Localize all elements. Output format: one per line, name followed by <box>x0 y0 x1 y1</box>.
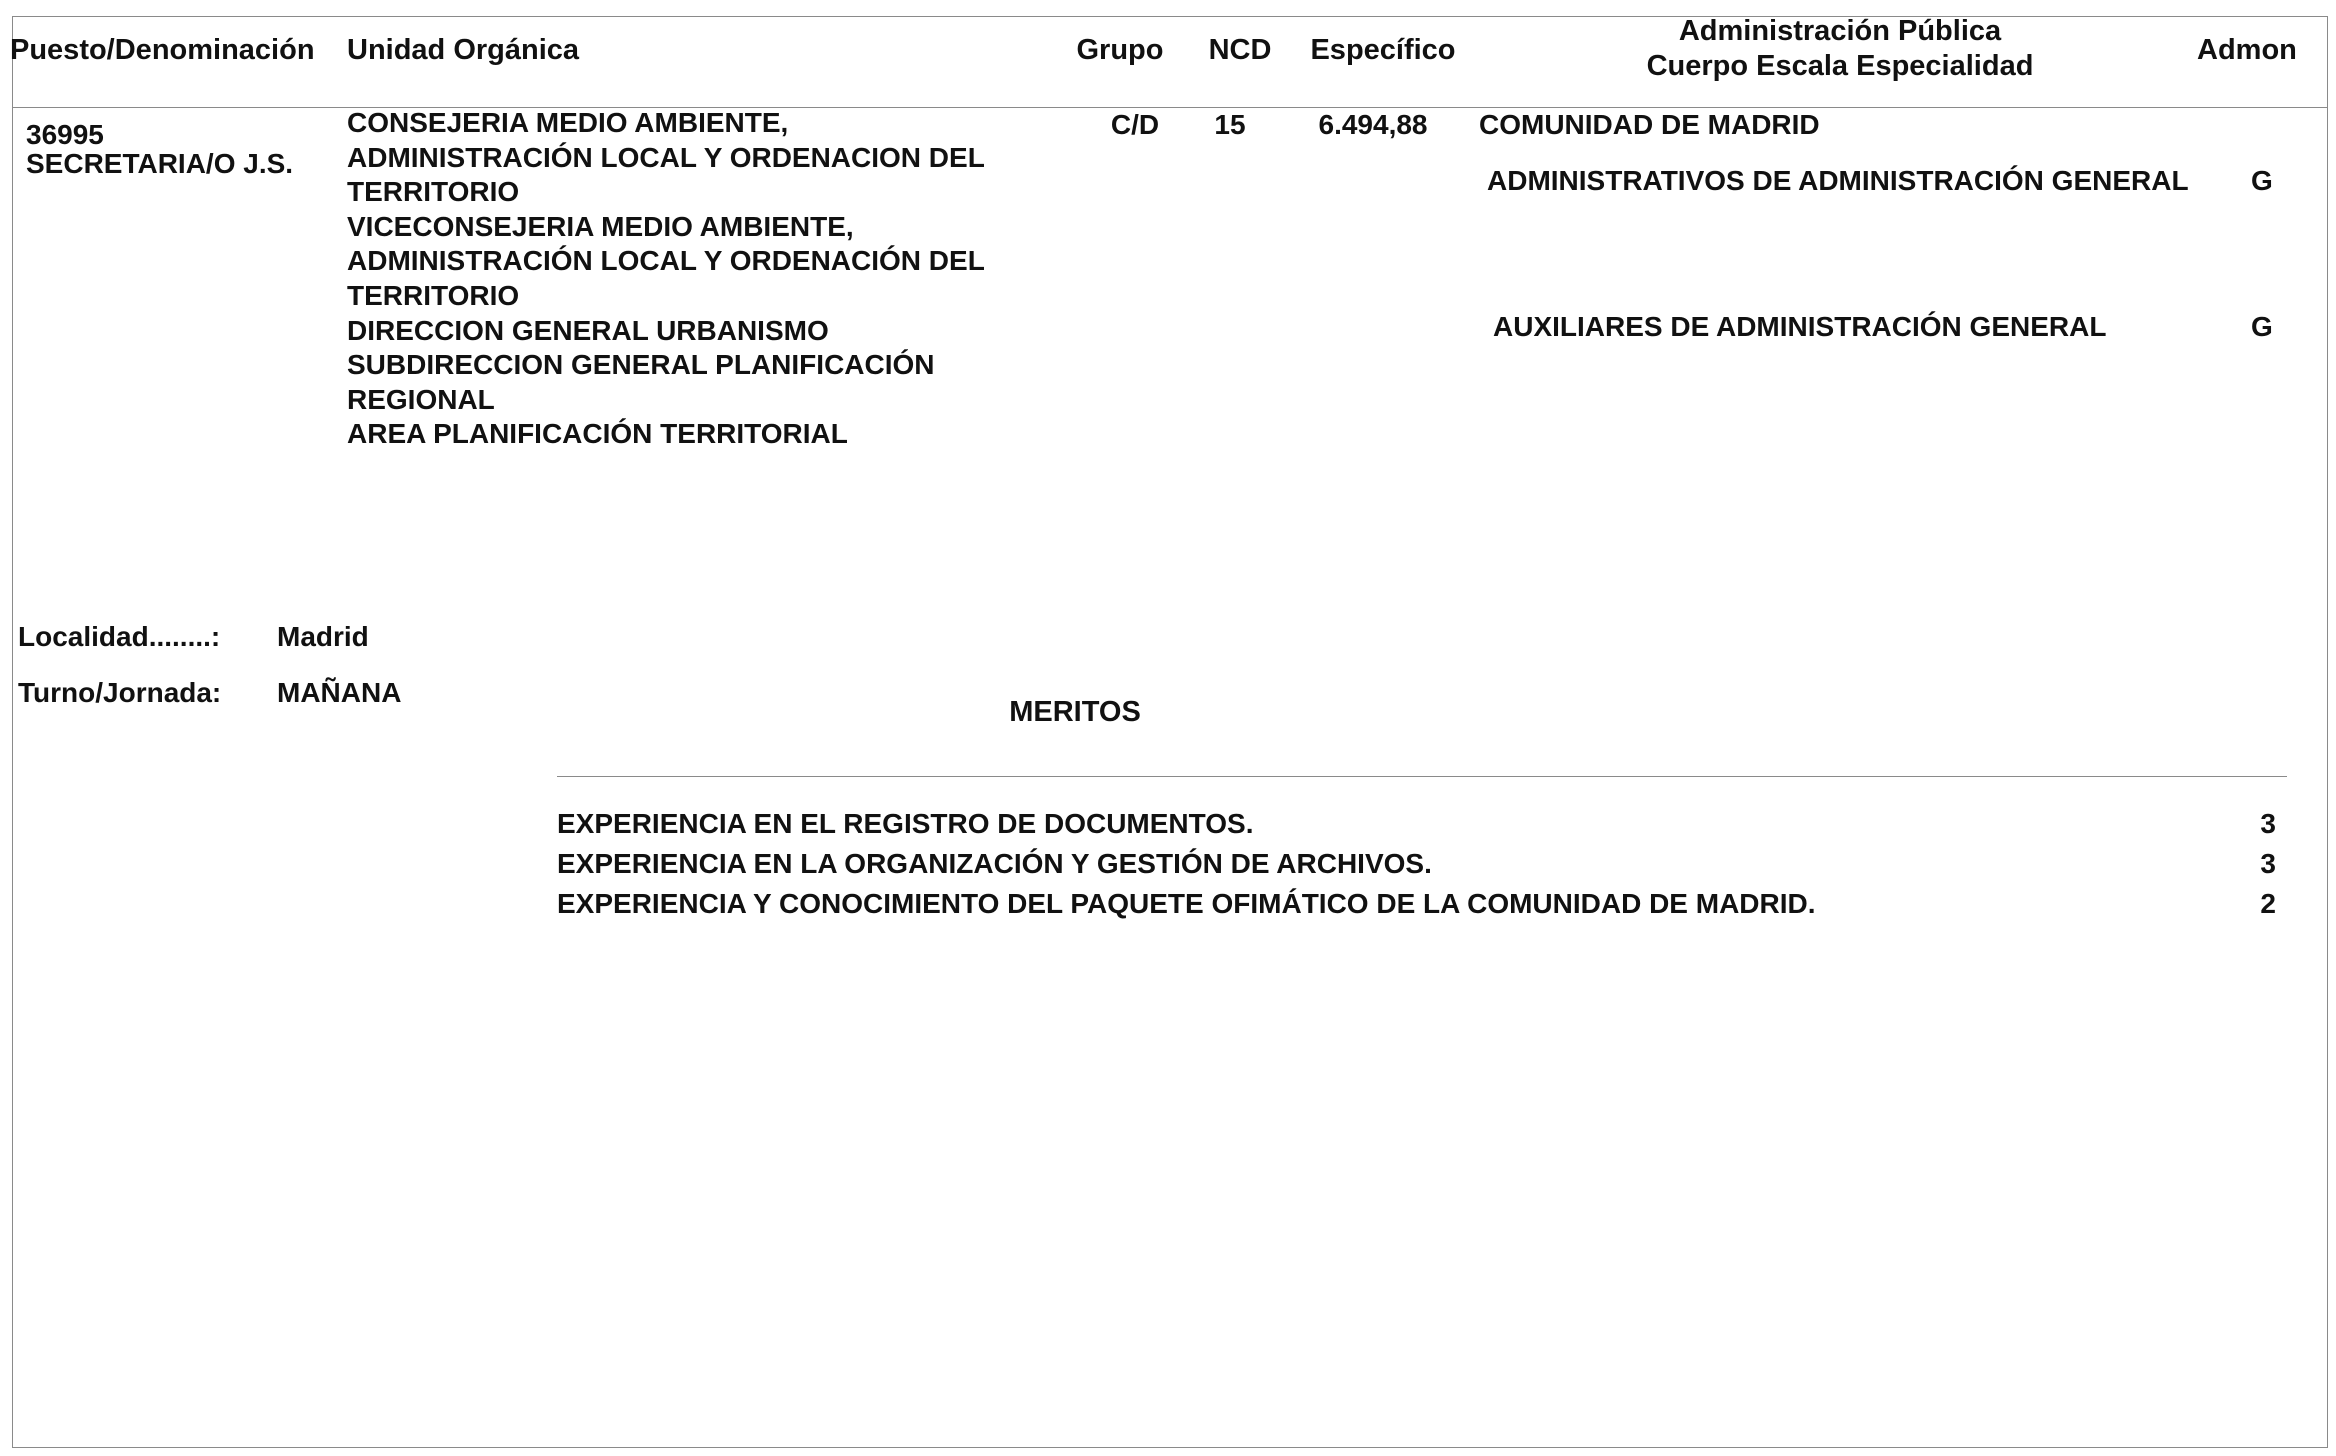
unidad-line: REGIONAL <box>347 383 495 415</box>
cuerpo-name: AUXILIARES DE ADMINISTRACIÓN GENERAL <box>1493 311 2107 342</box>
unidad-line: ADMINISTRACIÓN LOCAL Y ORDENACION DEL <box>347 141 985 173</box>
header-cuerpo-escala: Cuerpo Escala Especialidad <box>1646 50 2034 82</box>
unidad-line: TERRITORIO <box>347 279 520 311</box>
record-unidad-organica <box>347 106 985 452</box>
unidad-line: DIRECCION GENERAL URBANISMO <box>347 314 829 346</box>
record-denominacion: SECRETARIA/O J.S. <box>26 148 294 179</box>
merito-points: 3 <box>2260 808 2276 839</box>
merito-points: 3 <box>2260 848 2276 879</box>
header-admon: Admon <box>2197 34 2297 66</box>
header-unidad: Unidad Orgánica <box>347 34 580 66</box>
cuerpo-name: ADMINISTRATIVOS DE ADMINISTRACIÓN GENERAL <box>1487 165 2189 196</box>
cuerpo-admon: G <box>2251 311 2273 342</box>
turno-value: MAÑANA <box>277 677 402 708</box>
merito-text: EXPERIENCIA EN EL REGISTRO DE DOCUMENTOS. <box>557 808 1254 839</box>
header-especifico: Específico <box>1310 34 1456 66</box>
turno-label: Turno/Jornada: <box>18 677 222 708</box>
localidad-label: Localidad........: <box>18 621 221 652</box>
cuerpo-admon: G <box>2251 165 2273 196</box>
merito-text: EXPERIENCIA EN LA ORGANIZACIÓN Y GESTIÓN DE ARCHIVOS. <box>557 848 1432 879</box>
record-administracion: COMUNIDAD DE MADRID <box>1479 109 1820 140</box>
meritos-divider <box>557 776 2287 777</box>
unidad-line: CONSEJERIA MEDIO AMBIENTE, <box>347 107 789 138</box>
header-administracion-publica: Administración Pública <box>1678 15 2002 47</box>
unidad-line: AREA PLANIFICACIÓN TERRITORIAL <box>347 418 848 450</box>
record-ncd: 15 <box>1214 109 1246 140</box>
header-ncd: NCD <box>1208 34 1272 66</box>
localidad-value: Madrid <box>277 621 369 652</box>
unidad-line: SUBDIRECCION GENERAL PLANIFICACIÓN <box>347 349 935 381</box>
header-puesto: Puesto/Denominación <box>10 34 315 66</box>
header-grupo: Grupo <box>1076 34 1164 66</box>
merito-points: 2 <box>2260 888 2276 919</box>
unidad-line: TERRITORIO <box>347 176 520 208</box>
unidad-line: VICECONSEJERIA MEDIO AMBIENTE, <box>347 210 854 242</box>
merito-text: EXPERIENCIA Y CONOCIMIENTO DEL PAQUETE OFIMÁTICO DE LA COMUNIDAD DE MADRID. <box>557 888 1816 919</box>
meritos-title: MERITOS <box>1009 696 1141 728</box>
unidad-line: ADMINISTRACIÓN LOCAL Y ORDENACIÓN DEL <box>347 245 985 277</box>
record-especifico: 6.494,88 <box>1318 109 1428 140</box>
record-grupo: C/D <box>1110 109 1160 140</box>
record-codigo: 36995 <box>26 119 104 150</box>
